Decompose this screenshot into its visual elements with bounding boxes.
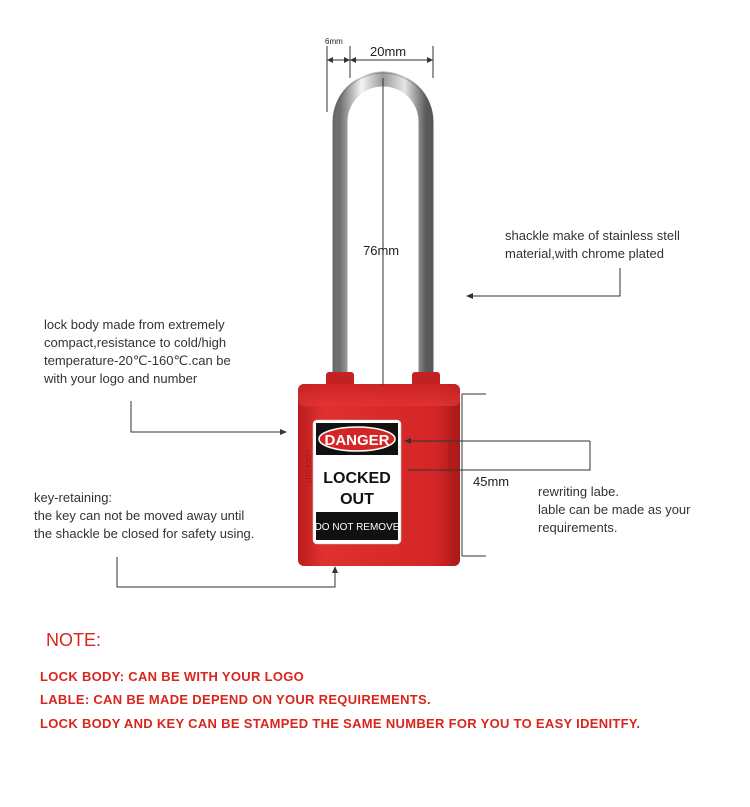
side-engraving-left: LOCKOUT [304, 450, 311, 484]
callout-key-line: key-retaining: [34, 490, 113, 505]
callout-label [538, 483, 738, 537]
dim-20mm: 20mm [370, 44, 407, 59]
callout-key-line: the key can not be moved away until [34, 508, 245, 523]
dim-45mm: 45mm [473, 474, 510, 489]
note-line: LOCK BODY: CAN BE WITH YOUR LOGO [40, 669, 305, 684]
callout-label-line: lable can be made as your [538, 502, 691, 517]
callout-body-line: lock body made from extremely [44, 317, 225, 332]
note-line: LOCK BODY AND KEY CAN BE STAMPED THE SAME NUMBER FOR YOU TO EASY IDENITFY. [40, 716, 641, 731]
locked-text: LOCKED [323, 470, 391, 487]
callout-body-line: temperature-20℃-160℃.can be [44, 353, 231, 368]
out-text: OUT [340, 491, 374, 508]
callout-shackle [505, 227, 735, 263]
callout-key [34, 489, 294, 543]
do-not-remove-text: DO NOT REMOVE [314, 522, 400, 533]
dim-76mm: 76mm [363, 243, 400, 258]
side-engraving-right: LOCKOUT [446, 440, 453, 474]
callout-body [44, 316, 294, 388]
callout-label-line: requirements. [538, 520, 618, 535]
callout-key-line: the shackle be closed for safety using. [34, 526, 255, 541]
callout-shackle-line: shackle make of stainless stell [505, 228, 680, 243]
danger-label [313, 420, 401, 544]
note-line: LABLE: CAN BE MADE DEPEND ON YOUR REQUIREMENTS. [40, 692, 431, 707]
dim-6mm: 6mm [325, 37, 343, 46]
callout-label-line: rewriting labe. [538, 484, 619, 499]
note-title: NOTE: [46, 630, 102, 650]
callout-body-line: compact,resistance to cold/high [44, 335, 227, 350]
callout-shackle-line: material,with chrome plated [505, 246, 664, 261]
callout-body-line: with your logo and number [44, 371, 198, 386]
danger-text: DANGER [324, 432, 390, 449]
